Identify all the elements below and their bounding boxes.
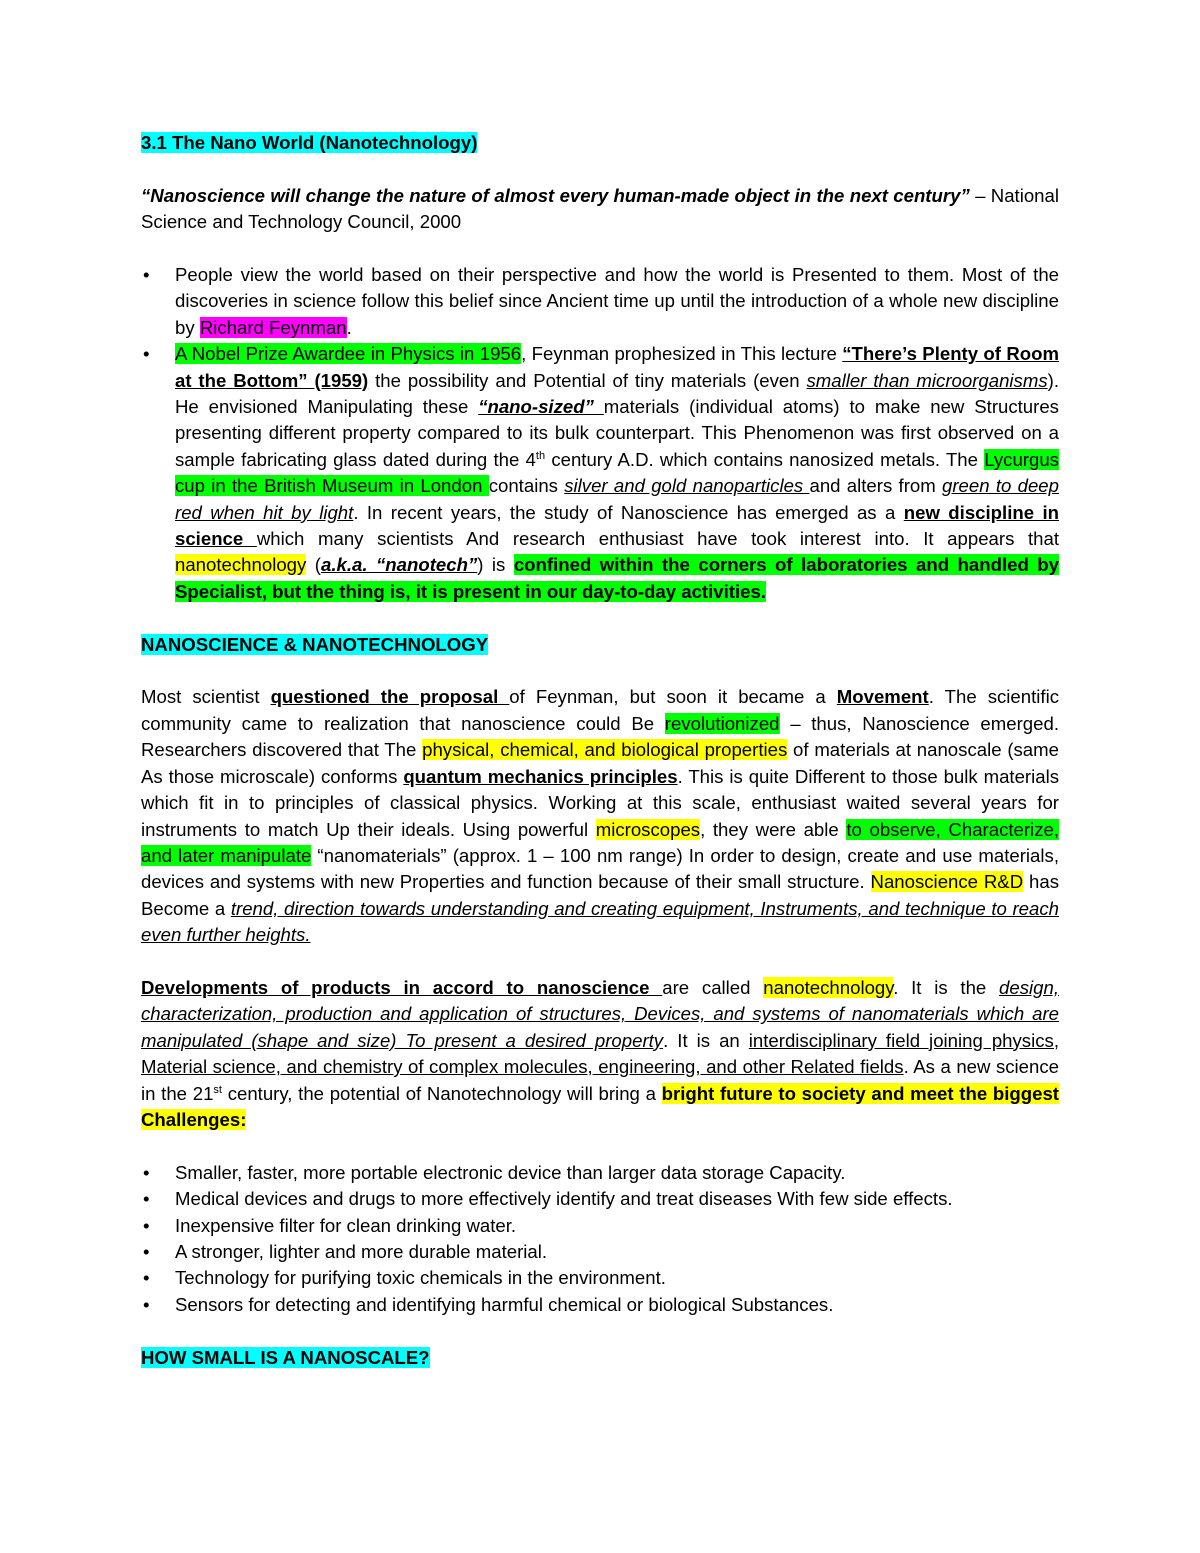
text-run: ). He envisioned Manipulating these	[175, 369, 1059, 418]
highlight-lycurgus-cup: Lycurgus cup in the British Museum in London	[175, 448, 1059, 497]
list-item	[141, 341, 1059, 605]
text-run: .	[346, 316, 352, 338]
highlight-observe: to observe, Characterize, and later manipulate	[141, 818, 1059, 866]
text-run: are called	[662, 976, 764, 998]
document-page	[141, 130, 1059, 1371]
list-item-text: Technology for purifying toxic chemicals in the environment.	[175, 1267, 666, 1289]
emphasis-text: design, characterization, production and application of structures, Devices, and systems of nanomaterials which are manipulated (shape and size) To present a desired property	[141, 976, 1060, 1051]
emphasis-text: silver and gold nanoparticles	[564, 475, 810, 497]
section-heading-nanoscience	[141, 632, 1059, 658]
intro-bullet-list	[141, 262, 1059, 605]
text-run: century A.D. which contains nanosized metals. The	[545, 448, 985, 470]
superscript: th	[535, 449, 546, 462]
quote-dash: –	[969, 184, 986, 206]
highlight-properties: physical, chemical, and biological properties	[422, 739, 788, 761]
text-run: , Feynman prophesized in This lecture	[521, 343, 843, 365]
list-item	[141, 1292, 1059, 1318]
list-item-text: Smaller, faster, more portable electronic device than larger data storage Capacity.	[175, 1161, 846, 1183]
text-run: . As a new science in the 21	[141, 1056, 1059, 1104]
text-run: – thus, Nanoscience emerged. Researchers discovered that The	[141, 712, 1059, 761]
emphasis-text: new discipline in science	[175, 501, 1059, 550]
bullet-icon: •	[143, 1240, 150, 1262]
highlight-bright-future: bright future to society and meet the biggest Challenges:	[141, 1082, 1059, 1130]
emphasis-text: Developments of products in accord to nanoscience	[141, 976, 663, 998]
list-item	[141, 1186, 1059, 1212]
quote-source: National Science and Technology Council, 2000	[141, 184, 1059, 233]
text-run: contains	[488, 475, 565, 497]
highlight-revolutionized: revolutionized	[664, 712, 780, 734]
emphasis-text: “nano-sized”	[478, 396, 604, 418]
highlight-microscopes: microscopes	[595, 818, 701, 840]
text-run: materials (individual atoms) to make new Structures presenting different property compared to its bulk counterpart. This Phenomenon was first observed on a sample fabricating glass dated during the 4	[175, 396, 1059, 470]
emphasis-text: interdisciplinary field joining physics, Material science, and chemistry of complex molecules, engineering, and other Related fields	[141, 1029, 1059, 1078]
heading-text: 3.1 The Nano World (Nanotechnology)	[141, 132, 478, 153]
highlight-nanotechnology: nanotechnology	[763, 976, 894, 998]
text-run: of Feynman, but soon it became a	[509, 686, 837, 708]
list-item	[141, 1265, 1059, 1291]
text-run: , they were able	[700, 818, 847, 840]
emphasis-text: trend, direction towards understanding and creating equipment, Instruments, and technique to reach even further heights.	[141, 897, 1059, 946]
lecture-title: “There’s Plenty of Room at the Bottom” (1959)	[175, 343, 1059, 391]
text-run: and alters from	[809, 475, 943, 497]
bullet-icon: •	[143, 1214, 150, 1236]
list-item-text: A stronger, lighter and more durable material.	[175, 1240, 548, 1262]
list-item-text: Medical devices and drugs to more effectively identify and treat diseases With few side effects.	[175, 1188, 953, 1210]
emphasis-text: quantum mechanics principles	[403, 765, 678, 787]
bullet-icon: •	[143, 343, 150, 365]
emphasis-text: smaller than microorganisms	[806, 369, 1048, 391]
highlight-nobel-prize: A Nobel Prize Awardee in Physics in 1956	[175, 343, 522, 365]
section-heading-nanoscale	[141, 1345, 1059, 1371]
list-item-text: Sensors for detecting and identifying harmful chemical or biological Substances.	[175, 1293, 834, 1315]
text-run: People view the world based on their perspective and how the world is Presented to them. Most of the discoveries in science follow this belief since Ancient time up until the introduction of a whole new discipline by	[175, 264, 1059, 338]
list-item	[141, 1213, 1059, 1239]
highlight-confined: confined within the corners of laboratories and handled by Specialist, but the thing is, it is present in our day-to-day activities.	[175, 554, 1060, 602]
list-item	[141, 1160, 1059, 1186]
text-run: . It is an	[663, 1029, 749, 1051]
emphasis-text: questioned the proposal	[270, 686, 510, 708]
heading-text: NANOSCIENCE & NANOTECHNOLOGY	[141, 633, 489, 655]
paragraph-nanoscience	[141, 684, 1059, 948]
highlight-rnd: Nanoscience R&D	[870, 871, 1024, 893]
text-run: “nanomaterials” (approx. 1 – 100 nm range) In order to design, create and use materials, devices and systems with new Properties and function because of their small structure.	[141, 844, 1059, 893]
text-run: . The scientific community came to realization that nanoscience could Be	[141, 686, 1060, 734]
list-item	[141, 262, 1059, 341]
text-run: century, the potential of Nanotechnology will bring a	[221, 1082, 662, 1104]
bullet-icon: •	[143, 1188, 150, 1210]
highlight-richard-feynman: Richard Feynman	[199, 316, 347, 338]
text-run: . In recent years, the study of Nanoscience has emerged as a	[353, 501, 904, 523]
text-run: . It is the	[893, 976, 1000, 998]
text-run: has Become a	[141, 871, 1059, 919]
emphasis-text: Movement	[836, 686, 929, 708]
list-item	[141, 1239, 1059, 1265]
text-run: the possibility and Potential of tiny materials (even	[368, 369, 807, 391]
epigraph-quote	[141, 183, 1059, 236]
emphasis-text: green to deep red when hit by light	[175, 475, 1059, 523]
bullet-icon: •	[143, 1161, 150, 1183]
superscript: st	[213, 1083, 222, 1096]
text-run: . This is quite Different to those bulk materials which fit in to principles of classical physics. Working at this scale, enthusiast waited several years for instruments to match Up their ideals. Using powerful	[141, 765, 1060, 840]
challenges-list	[141, 1160, 1059, 1318]
emphasis-text: a.k.a. “nanotech”	[321, 554, 478, 576]
highlight-nanotechnology: nanotechnology	[175, 554, 307, 576]
text-run: (	[306, 554, 321, 576]
quote-text: “Nanoscience will change the nature of almost every human-made object in the next century”	[141, 184, 970, 206]
text-run: ) is	[477, 554, 514, 576]
paragraph-nanotechnology	[141, 975, 1059, 1133]
bullet-icon: •	[143, 1293, 150, 1315]
heading-text: HOW SMALL IS A NANOSCALE?	[141, 1346, 430, 1368]
section-heading-nano-world	[141, 130, 1059, 156]
bullet-icon: •	[143, 264, 150, 285]
text-run: which many scientists And research enthusiast have took interest into. It appears that	[256, 528, 1059, 550]
text-run: Most scientist	[141, 686, 271, 708]
text-run: of materials at nanoscale (same As those microscale) conforms	[141, 739, 1059, 787]
list-item-text: Inexpensive filter for clean drinking water.	[175, 1214, 517, 1236]
bullet-icon: •	[143, 1267, 150, 1289]
